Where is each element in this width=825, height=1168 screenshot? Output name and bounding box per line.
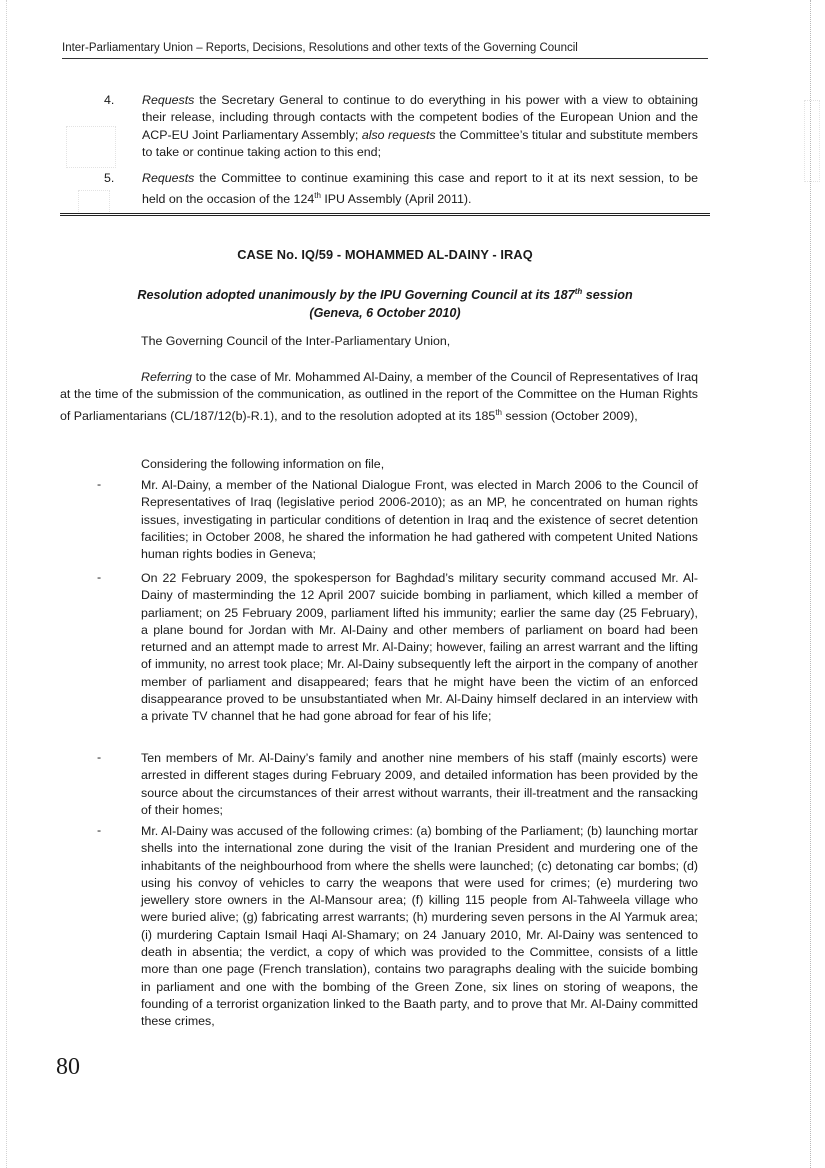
item-text: the Committee to continue examining this case and report to it at its next session, to be held on the occasion of the 124 <box>142 171 698 207</box>
ordinal-suffix: th <box>314 191 321 201</box>
paragraph-text: to the case of Mr. Mohammed Al-Dainy, a member of the Council of Representatives of Iraq at the time of the submission of the communication, as outlined in the report of the Committee on the Human Rights of Parliamentarians (CL/187/12(b)-R.1), and to the resolution adopted at its 185 <box>60 370 698 423</box>
section-divider <box>60 213 710 216</box>
ordinal-suffix: th <box>495 407 502 417</box>
item-number: 5. <box>104 171 115 185</box>
case-title: CASE No. IQ/59 - MOHAMMED AL-DAINY - IRAQ <box>237 247 533 262</box>
resolution-subtitle <box>60 283 710 322</box>
subtitle-date: (Geneva, 6 October 2010) <box>309 305 461 320</box>
operative-verb: Requests <box>142 171 195 185</box>
subtitle-text: Resolution adopted unanimously by the IPU Governing Council at its 187 <box>137 288 575 303</box>
bullet-item: On 22 February 2009, the spokesperson for Baghdad’s military security command accused Mr. Al-Dainy of masterminding the 12 April 2007 suicide bombing in parliament, which killed a member of parliament; on 25 February 2009, parliament lifted his immunity; earlier the same day (25 February), a plane bound for Jordan with Mr. Al-Dainy and other members of parliament on board had been returned and an attempt made to arrest Mr. Al-Dainy; however, failing an arrest warrant and the lifting of immunity, no arrest took place; Mr. Al-Dainy subsequently left the airport in the company of another member of parliament and disappeared; fears that he might have been the victim of an enforced disappearance proved to be unsubstantiated when Mr. Al-Dainy himself declared in an interview with a private TV channel that he had gone abroad for fear of his life; <box>141 571 698 724</box>
bullet-item: Mr. Al-Dainy was accused of the following crimes: (a) bombing of the Parliament; (b) launching mortar shells into the international zone during the visit of the Iranian President and murdering one of the inhabitants of the neighbourhood from where the shells were launched; (c) detonating car bombs; (d) using his convoy of vehicles to carry the weapons that were used for crimes; (e) murdering two jewellery store owners in the Al-Mansour area; (f) killing 115 people from Al-Tahweela village who were buried alive; (g) fabricating arrest warrants; (h) murdering seven persons in the Al Yarmuk area; (i) murdering Captain Ismail Haqi Al-Shamary; on 24 January 2010, Mr. Al-Dainy was sentenced to death in absentia; the verdict, a copy of which was provided to the Committee, consists of a little more than one page (French translation), contains two paragraphs dealing with the suicide bombing in parliament and one with the bombing of the Green Zone, six lines on storing of weapons, the founding of a terrorist organization linked to the Baath party, and to prove that Mr. Al-Dainy committed these crimes, <box>141 824 698 1029</box>
operative-verb: also requests <box>361 127 436 142</box>
preambular-verb: Referring <box>141 370 192 384</box>
considering-line: Considering the following information on file, <box>141 457 385 471</box>
referring-paragraph <box>60 369 698 425</box>
paragraph-text: session (October 2009), <box>501 408 638 423</box>
item-text: the Secretary General to continue to do everything in his power with a view to obtaining their release, including through contacts with the competent bodies of the European Union and the ACP-EU Joint Parliamentary Assembly; <box>142 93 698 142</box>
running-header: Inter-Parliamentary Union – Reports, Decisions, Resolutions and other texts of the Governing Council <box>62 42 708 59</box>
item-number: 4. <box>104 93 115 107</box>
scan-noise <box>78 190 110 214</box>
ordinal-suffix: th <box>574 287 583 296</box>
subtitle-text: session <box>582 288 633 303</box>
opening-line: The Governing Council of the Inter-Parliamentary Union, <box>141 334 451 348</box>
resolution-item-4 <box>142 92 698 161</box>
bullet-item: Mr. Al-Dainy, a member of the National Dialogue Front, was elected in March 2006 to the Council of Representatives of Iraq (legislative period 2006-2010); as an MP, he concentrated on human rights issues, investigating in particular conditions of detention in Iraq and the existence of secret detention facilities; in October 2008, he shared the information he had gathered with competent United Nations human rights bodies in Geneva; <box>141 478 698 562</box>
bullet-marker: - <box>97 823 102 837</box>
scan-noise <box>804 100 820 182</box>
bullet-item: Ten members of Mr. Al-Dainy’s family and another nine members of his staff (mainly escorts) were arrested in different stages during February 2009, and detailed information has been provided by the source about the circumstances of their arrest without warrants, their ill-treatment and the ransacking of their homes; <box>141 751 698 817</box>
operative-verb: Requests <box>142 93 195 107</box>
bullet-marker: - <box>97 750 102 764</box>
page-number: 80 <box>56 1054 80 1080</box>
scan-edge-left <box>6 0 8 1168</box>
item-text: IPU Assembly (April 2011). <box>320 192 472 207</box>
bullet-marker: - <box>97 570 102 584</box>
bullet-marker: - <box>97 477 102 491</box>
item-text: the Committee’s titular and substitute members to take or continue taking action to this end; <box>142 127 699 159</box>
scan-noise <box>66 126 116 168</box>
resolution-item-5 <box>142 170 698 209</box>
